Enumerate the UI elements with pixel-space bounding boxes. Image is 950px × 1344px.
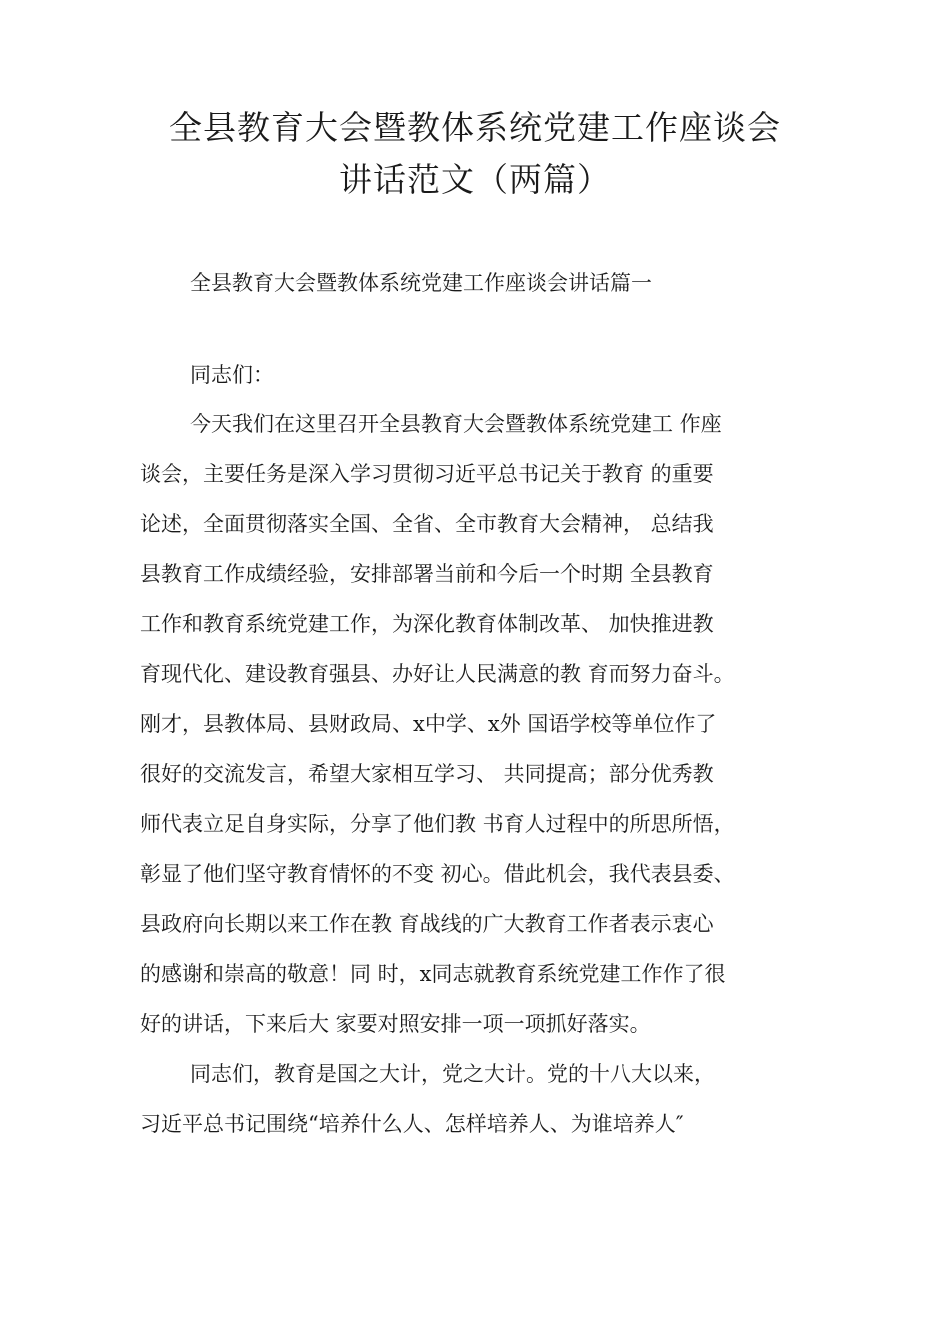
paragraph-1-line: 今天我们在这里召开全县教育大会暨教体系统党建工 作座 [190, 412, 722, 436]
paragraph-1-line: 师代表立足自身实际，分享了他们教 书育人过程中的所思所悟， [140, 812, 735, 836]
section-heading: 全县教育大会暨教体系统党建工作座谈会讲话篇一 [190, 271, 652, 295]
paragraph-1-line: 县政府向长期以来工作在教 育战线的广大教育工作者表示衷心 [140, 912, 714, 936]
paragraph-1-line: 论述，全面贯彻落实全国、全省、全市教育大会精神， 总结我 [140, 512, 714, 536]
salutation: 同志们： [190, 363, 274, 387]
paragraph-1-line: 谈会，主要任务是深入学习贯彻习近平总书记关于教育 的重要 [140, 462, 714, 486]
paragraph-1-line: 育现代化、建设教育强县、办好让人民满意的教 育而努力奋斗。 [140, 662, 735, 686]
paragraph-1-line: 工作和教育系统党建工作，为深化教育体制改革、 加快推进教 [140, 612, 714, 636]
paragraph-1-line: 好的讲话，下来后大 家要对照安排一项一项抓好落实。 [140, 1012, 651, 1036]
paragraph-1-line: 县教育工作成绩经验，安排部署当前和今后一个时期 全县教育 [140, 562, 714, 586]
paragraph-1-line: 的感谢和崇高的敬意！同 时，x同志就教育系统党建工作作了很 [140, 962, 726, 986]
document-title-line-2: 讲话范文（两篇） [339, 160, 611, 199]
document-title-line-1: 全县教育大会暨教体系统党建工作座谈会 [169, 108, 781, 147]
paragraph-1-line: 刚才，县教体局、县财政局、x中学、x外 国语学校等单位作了 [140, 712, 717, 736]
paragraph-1-line: 很好的交流发言，希望大家相互学习、 共同提高；部分优秀教 [140, 762, 714, 786]
paragraph-2-line: 习近平总书记围绕“培养什么人、怎样培养人、为谁培养人″ [140, 1112, 684, 1136]
paragraph-1-line: 彰显了他们坚守教育情怀的不变 初心。借此机会，我代表县委、 [140, 862, 735, 886]
paragraph-2-line: 同志们，教育是国之大计，党之大计。党的十八大以来， [190, 1062, 715, 1086]
